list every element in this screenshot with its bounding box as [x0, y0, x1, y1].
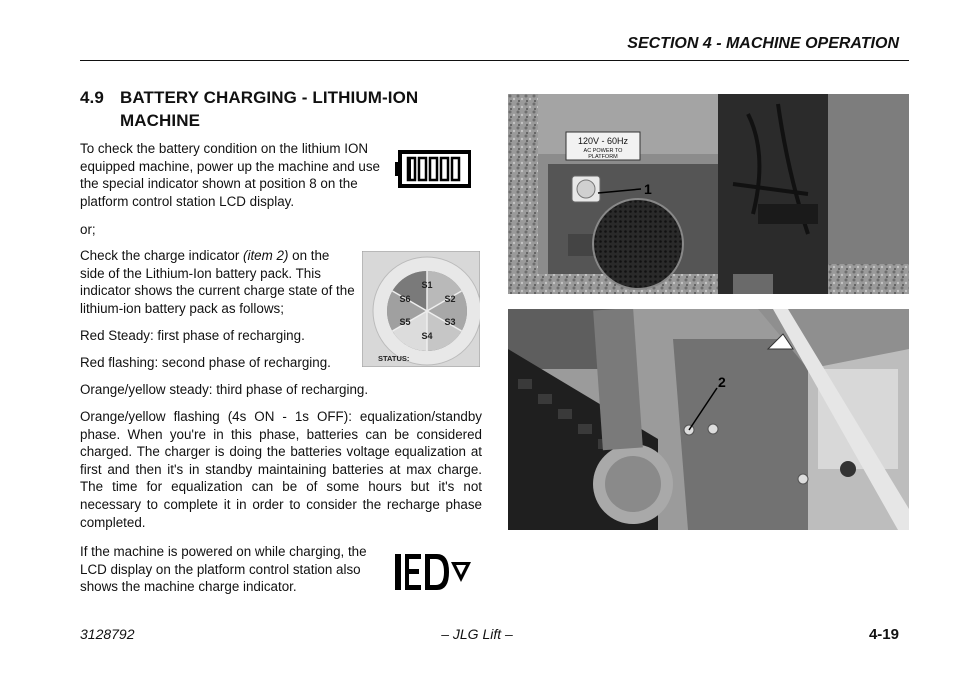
heading-line2: MACHINE: [120, 111, 201, 130]
header-rule: [80, 60, 909, 61]
heading-number: 4.9: [80, 88, 104, 107]
segment-s4: S4: [421, 331, 433, 341]
paragraph-orange-flashing: Orange/yellow flashing (4s ON - 1s OFF): equalization/standby phase. When you're in this phase, batteries can be considered charged. The charger is doing the batteries voltage equalization at first and then it's in standby maintaining batteries at max charge. The time for equalization can be of some hours but it's not necessary to complete it in order to consider the recharge phase completed.: [80, 409, 482, 530]
heading-line1: BATTERY CHARGING - LITHIUM-ION: [120, 88, 419, 107]
paragraph-red-flashing: Red flashing: second phase of recharging.: [80, 355, 331, 370]
segment-s3: S3: [444, 317, 456, 327]
paragraph-or: or;: [80, 222, 96, 237]
paragraph-machine-powered: If the machine is powered on while charging, the LCD display on the platform control station also shows the machine charge indicator.: [80, 544, 367, 595]
footer-publisher: – JLG Lift –: [441, 626, 513, 642]
plate-line2: AC POWER TO: [583, 148, 623, 154]
paragraph-charge-indicator: [80, 247, 356, 317]
segment-s2: S2: [444, 294, 456, 304]
p3-item-ref: (item 2): [243, 248, 289, 263]
p3-text-b: on the side of the Lithium-Ion battery pack. This indicator shows the current charge state of the lithium-ion battery pack as follows;: [80, 248, 355, 316]
callout-2: 2: [718, 374, 726, 390]
segment-s1: S1: [421, 280, 433, 290]
callout-1: 1: [644, 181, 652, 197]
paragraph-red-steady: Red Steady: first phase of recharging.: [80, 328, 305, 343]
footer-doc-number: 3128792: [80, 626, 135, 642]
photo-ac-power-inlet: [508, 94, 909, 294]
section-heading: [80, 86, 418, 132]
plate-voltage: 120V - 60Hz: [577, 136, 629, 146]
section-header: SECTION 4 - MACHINE OPERATION: [627, 35, 899, 52]
footer-page-number: 4-19: [868, 626, 899, 643]
segment-s5: S5: [399, 317, 411, 327]
photo-battery-pack: [508, 309, 909, 530]
paragraph-orange-steady: Orange/yellow steady: third phase of recharging.: [80, 382, 369, 397]
segment-s6: S6: [399, 294, 411, 304]
plate-line3: PLATFORM: [588, 154, 618, 160]
battery-level-icon: [395, 150, 471, 190]
paragraph-intro: To check the battery condition on the lithium ION equipped machine, power up the machine and use the special indicator shown at position 8 on the platform control station LCD display.: [80, 141, 381, 209]
status-label: STATUS:: [378, 354, 410, 363]
charge-indicator-image: [362, 251, 480, 367]
p3-text-a: Check the charge indicator: [80, 248, 244, 263]
charge-display-icon: [395, 552, 471, 592]
